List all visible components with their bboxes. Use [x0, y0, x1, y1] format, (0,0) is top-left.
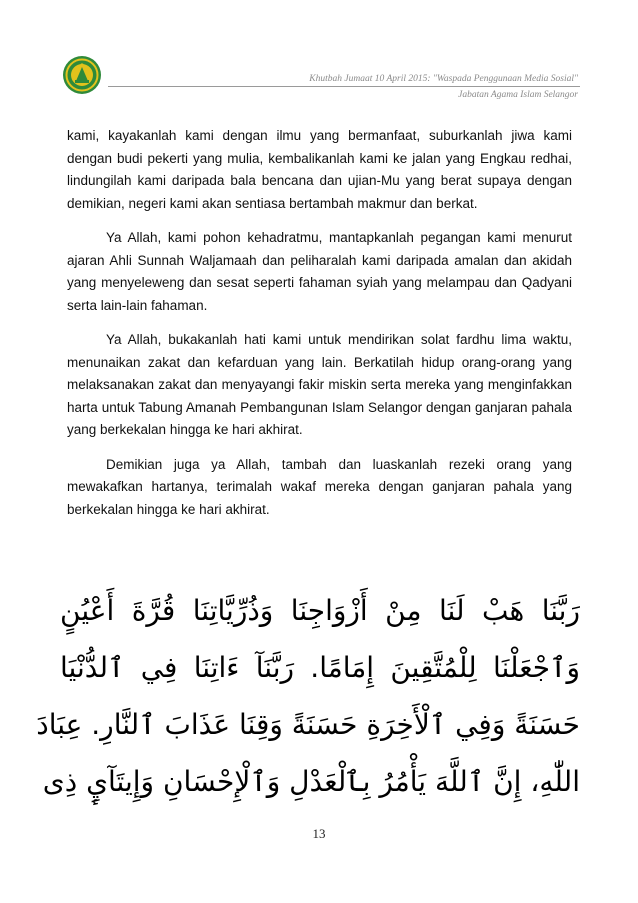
header-organization: Jabatan Agama Islam Selangor [458, 90, 578, 100]
arabic-line: حَسَنَةً وَفِي ٱلْأَخِرَةِ حَسَنَةً وَقِنَا عَذَابَ ٱلنَّارِ. عِبَادَ [36, 708, 580, 741]
arabic-line: وَٱجْعَلْنَا لِلْمُتَّقِينَ إِمَامًا. رَبَّنَآ ءَاتِنَا فِي ٱلدُّنْيَا [60, 651, 580, 684]
arabic-line: اللّٰهِ، إِنَّ ٱللَّهَ يَأْمُرُ بِٱلْعَدْلِ وَٱلْإِحْسَانِ وَإِيتَآيِٕ ذِى [42, 765, 580, 798]
selangor-crest-logo [62, 55, 102, 95]
paragraph: Ya Allah, bukakanlah hati kami untuk mendirikan solat fardhu lima waktu, menunaikan zakat dan kefarduan yang lain. Berkatilah hidup orang-orang yang melaksanakan zakat dan menyayangi fakir miskin serta mereka yang menginfakkan harta untuk Tabung Amanah Pembangunan Islam Selangor dengan ganjaran pahala yang berkekalan hingga ke hari akhirat. [67, 332, 572, 437]
sermon-text [67, 125, 572, 533]
paragraph: kami, kayakanlah kami dengan ilmu yang bermanfaat, suburkanlah jiwa kami dengan budi pekerti yang mulia, kembalikanlah kami ke jalan yang Engkau redhai, lindungilah kami daripada bala bencana dan ujian-Mu yang berat supaya dengan demikian, negeri kami akan sentiasa bertambah makmur dan berkat. [67, 128, 572, 211]
paragraph: Ya Allah, kami pohon kehadratmu, mantapkanlah pegangan kami menurut ajaran Ahli Sunnah Waljamaah dan peliharalah kami daripada amalan dan akidah yang menyeleweng dan sesat seperti fahaman syiah yang melampau dan Qadyani serta lain-lain fahaman. [67, 230, 572, 313]
page-header [0, 0, 638, 105]
header-title: Khutbah Jumaat 10 April 2015: "Waspada Penggunaan Media Sosial" [309, 74, 578, 84]
page-number: 13 [312, 826, 326, 841]
arabic-prayer-text [36, 582, 580, 810]
paragraph: Demikian juga ya Allah, tambah dan luaskanlah rezeki orang yang mewakafkan hartanya, terimalah wakaf mereka dengan ganjaran pahala yang berkekalan hingga ke hari akhirat. [67, 456, 572, 517]
header-divider [108, 86, 580, 87]
arabic-line: رَبَّنَا هَبْ لَنَا مِنْ أَزْوَاجِنَا وَذُرِّيَّاتِنَا قُرَّةَ أَعْيُنٍ [60, 594, 580, 627]
